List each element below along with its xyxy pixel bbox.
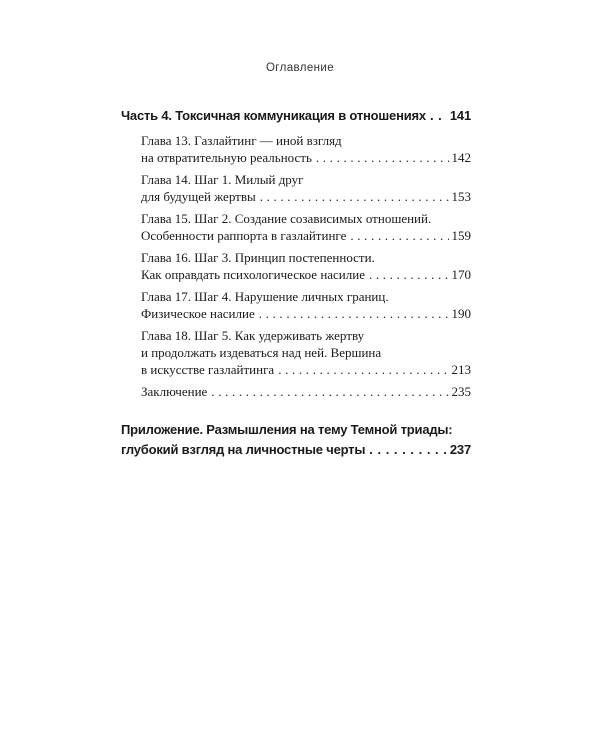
toc-chapter-line <box>141 288 471 305</box>
running-head: Оглавление <box>265 62 335 74</box>
toc-chapter-17[interactable] <box>141 288 471 322</box>
toc-part-4-page: 141 <box>449 108 471 123</box>
toc-chapter-15-title-2: Особенности раппорта в газлайтинге <box>141 228 347 243</box>
toc-leader-dots <box>211 383 448 400</box>
toc-chapter-17-title-2: Физическое насилие <box>141 306 255 321</box>
toc-chapter-line <box>141 132 471 149</box>
toc-chapter-line <box>141 188 471 205</box>
toc-leader-dots <box>369 266 449 283</box>
toc-chapter-line <box>141 361 471 378</box>
toc-appendix-line <box>121 420 471 440</box>
toc-chapter-18[interactable] <box>141 327 471 378</box>
toc-appendix-page: 237 <box>449 442 471 457</box>
toc-chapter-line <box>141 266 471 283</box>
toc-leader-dots <box>430 106 447 126</box>
toc-chapter-16-page: 170 <box>451 267 471 282</box>
toc-chapter-15[interactable] <box>141 210 471 244</box>
toc-part-4[interactable] <box>121 106 471 126</box>
toc-appendix-title-2: глубокий взгляд на личностные черты <box>121 442 366 457</box>
toc-chapter-15-page: 159 <box>451 228 471 243</box>
toc-chapter-18-title-3: в искусстве газлайтинга <box>141 362 275 377</box>
toc-chapter-16[interactable] <box>141 249 471 283</box>
toc-leader-dots <box>278 361 448 378</box>
toc-chapter-16-title-1: Глава 16. Шаг 3. Принцип постепенности. <box>141 250 375 265</box>
toc-leader-dots <box>316 149 449 166</box>
toc-chapter-14-title-2: для будущей жертвы <box>141 189 256 204</box>
toc-leader-dots <box>259 305 449 322</box>
toc-chapter-13[interactable] <box>141 132 471 166</box>
toc-conclusion[interactable] <box>141 383 471 400</box>
toc-chapter-line <box>141 383 471 400</box>
toc-chapter-13-page: 142 <box>451 150 471 165</box>
toc-chapter-14-page: 153 <box>451 189 471 204</box>
toc-leader-dots <box>350 227 448 244</box>
toc-part-4-title: Часть 4. Токсичная коммуникация в отношениях <box>121 108 426 123</box>
toc-chapter-14-title-1: Глава 14. Шаг 1. Милый друг <box>141 172 304 187</box>
toc-chapter-13-title-2: на отвратительную реальность <box>141 150 312 165</box>
toc-chapter-line <box>141 327 471 344</box>
toc-chapter-13-title-1: Глава 13. Газлайтинг — иной взгляд <box>141 133 342 148</box>
toc-leader-dots <box>369 440 447 460</box>
toc-chapter-17-title-1: Глава 17. Шаг 4. Нарушение личных границ. <box>141 289 389 304</box>
toc-chapter-line <box>141 149 471 166</box>
toc-appendix[interactable] <box>121 420 471 460</box>
toc-chapter-14[interactable] <box>141 171 471 205</box>
table-of-contents <box>121 106 471 460</box>
toc-chapter-18-title-1: Глава 18. Шаг 5. Как удерживать жертву <box>141 328 365 343</box>
toc-chapter-17-page: 190 <box>451 306 471 321</box>
toc-chapter-line <box>141 227 471 244</box>
toc-chapter-line <box>141 344 471 361</box>
toc-chapter-line <box>141 305 471 322</box>
toc-leader-dots <box>260 188 449 205</box>
toc-chapter-16-title-2: Как оправдать психологическое насилие <box>141 267 365 282</box>
toc-chapter-line <box>141 210 471 227</box>
toc-appendix-title-1: Приложение. Размышления на тему Темной триады: <box>121 422 453 437</box>
toc-chapter-line <box>141 171 471 188</box>
toc-chapter-line <box>141 249 471 266</box>
toc-chapter-18-page: 213 <box>451 362 471 377</box>
toc-chapter-18-title-2: и продолжать издеваться над ней. Вершина <box>141 345 382 360</box>
toc-conclusion-title: Заключение <box>141 384 208 399</box>
toc-conclusion-page: 235 <box>451 384 471 399</box>
toc-appendix-line <box>121 440 471 460</box>
toc-chapter-15-title-1: Глава 15. Шаг 2. Создание созависимых отношений. <box>141 211 432 226</box>
